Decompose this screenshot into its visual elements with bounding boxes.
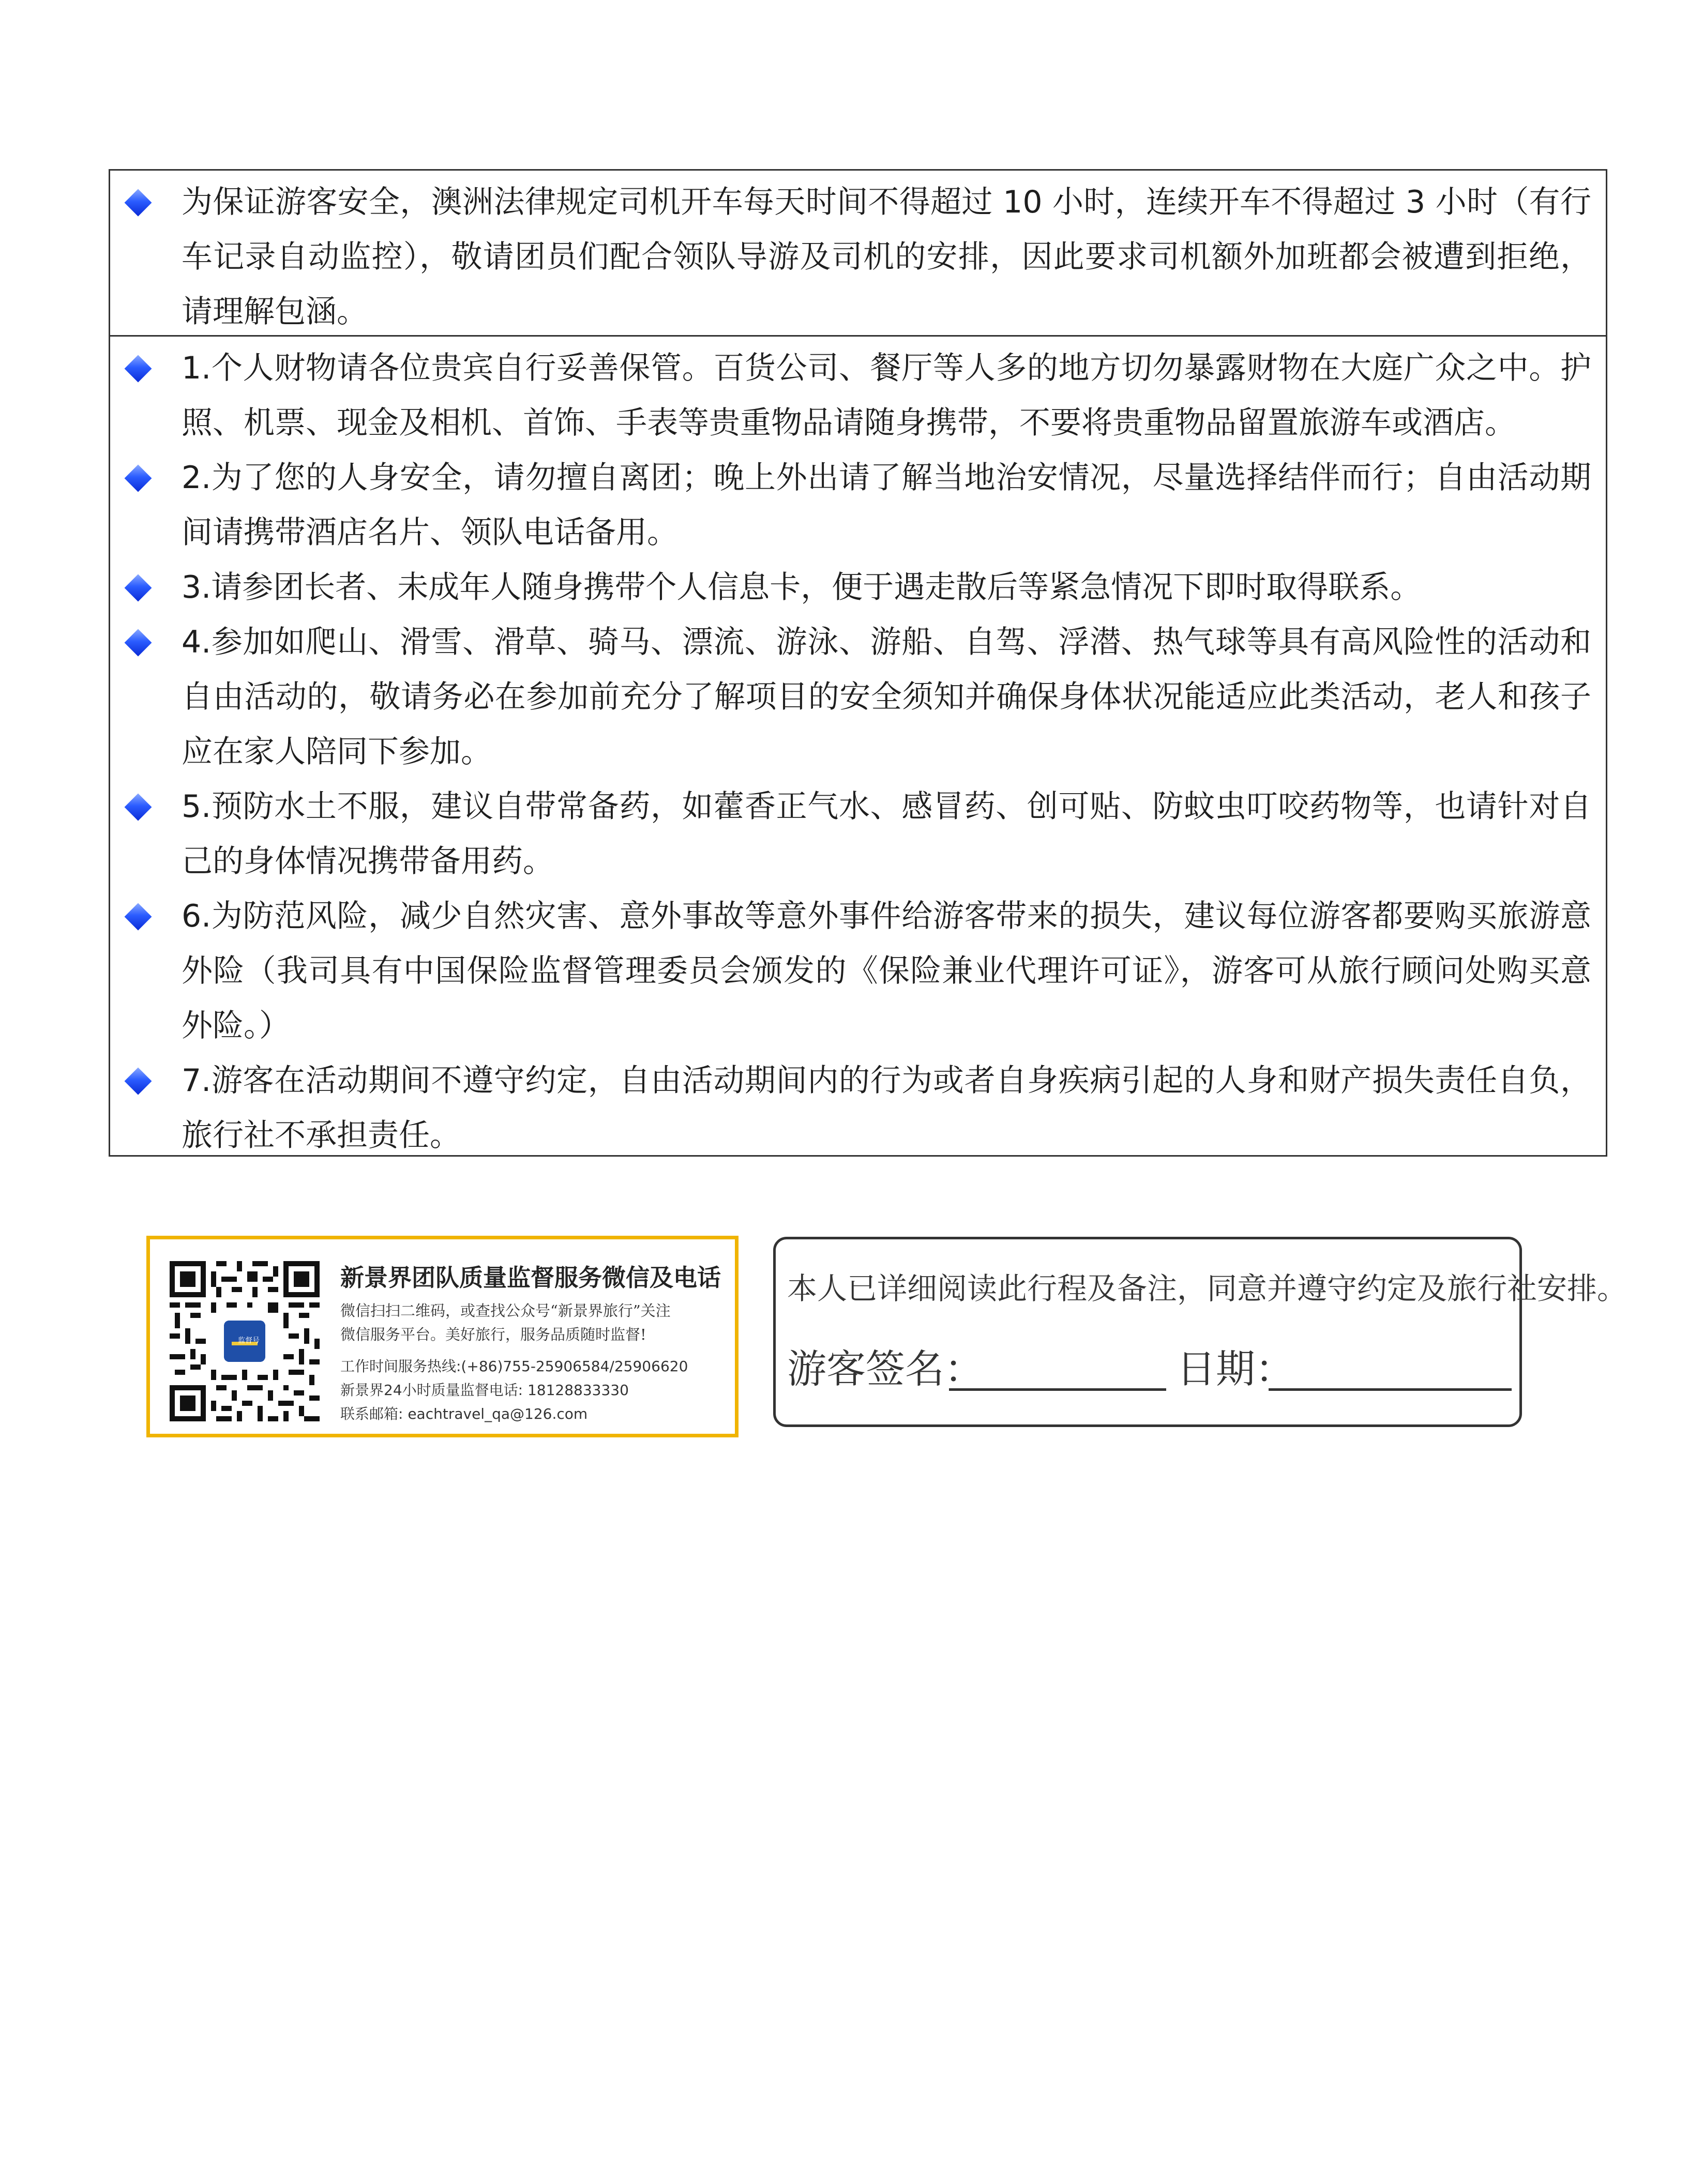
- diamond-bullet-icon: [125, 1068, 152, 1095]
- signature-box: [773, 1237, 1627, 1427]
- card-title: 新景界团队质量监督服务微信及电话: [340, 1264, 721, 1292]
- diamond-bullet-icon: [125, 794, 152, 821]
- date-line[interactable]: [1269, 1388, 1512, 1391]
- quality-supervision-card: [146, 1236, 739, 1437]
- signature-line[interactable]: [949, 1388, 1166, 1391]
- card-desc-2: 微信服务平台。美好旅行，服务品质随时监督!: [340, 1326, 646, 1343]
- notice-text: 7.游客在活动期间不遵守约定，自由活动期间内的行为或者自身疾病引起的人身和财产损失责任自负，旅行社不承担责任。: [182, 1063, 1591, 1154]
- signature-label: 游客签名：: [787, 1346, 984, 1392]
- diamond-bullet-icon: [125, 903, 152, 931]
- contact-email: 联系邮箱: eachtravel_qa@126.com: [340, 1405, 588, 1422]
- supervision-phone: 新景界24小时质量监督电话: 18128833330: [340, 1382, 629, 1399]
- card-desc-1: 微信扫扫二维码，或查找公众号“新景界旅行”关注: [340, 1302, 671, 1320]
- date-label: 日期：: [1177, 1346, 1294, 1392]
- diamond-bullet-icon: [125, 189, 152, 217]
- qr-badge-label: 监督号: [238, 1337, 260, 1345]
- diamond-bullet-icon: [125, 465, 152, 492]
- notice-section-driving: [110, 171, 1606, 335]
- notice-text: 1.个人财物请各位贵宾自行妥善保管。百货公司、餐厅等人多的地方切勿暴露财物在大庭广众之中。护照、机票、现金及相机、首饰、手表等贵重物品请随身携带，不要将贵重物品留置旅游车或酒店。: [182, 350, 1591, 441]
- diamond-bullet-icon: [125, 629, 152, 657]
- notice-box: [109, 169, 1607, 1157]
- diamond-bullet-icon: [125, 355, 152, 383]
- service-hotline: 工作时间服务热线:(+86)755-25906584/25906620: [340, 1358, 688, 1375]
- notice-text: 5.预防水土不服，建议自带常备药，如藿香正气水、感冒药、创可贴、防蚊虫叮咬药物等，也请针对自己的身体情况携带备用药。: [182, 788, 1591, 879]
- notice-text: 6.为防范风险，减少自然灾害、意外事故等意外事件给游客带来的损失，建议每位游客都要购买旅游意外险（我司具有中国保险监督管理委员会颁发的《保险兼业代理许可证》，游客可从旅行顾问处购买意外险。）: [182, 898, 1591, 1044]
- diamond-bullet-icon: [125, 574, 152, 602]
- agreement-text: 本人已详细阅读此行程及备注，同意并遵守约定及旅行社安排。: [787, 1271, 1627, 1306]
- notice-text: 为保证游客安全，澳洲法律规定司机开车每天时间不得超过 10 小时，连续开车不得超过 3 小时（有行车记录自动监控），敬请团员们配合领队导游及司机的安排，因此要求司机额外加班都会被遭到拒绝，请理解包涵。: [182, 184, 1591, 330]
- notice-section-safety: [110, 335, 1606, 1155]
- notice-text: 4.参加如爬山、滑雪、滑草、骑马、漂流、游泳、游船、自驾、浮潜、热气球等具有高风险性的活动和自由活动的，敬请务必在参加前充分了解项目的安全须知并确保身体状况能适应此类活动，老人和孩子应在家人陪同下参加。: [182, 624, 1591, 770]
- notice-text: 3.请参团长者、未成年人随身携带个人信息卡，便于遇走散后等紧急情况下即时取得联系。: [182, 569, 1422, 605]
- notice-text: 2.为了您的人身安全，请勿擅自离团；晚上外出请了解当地治安情况，尽量选择结伴而行；自由活动期间请携带酒店名片、领队电话备用。: [182, 460, 1591, 551]
